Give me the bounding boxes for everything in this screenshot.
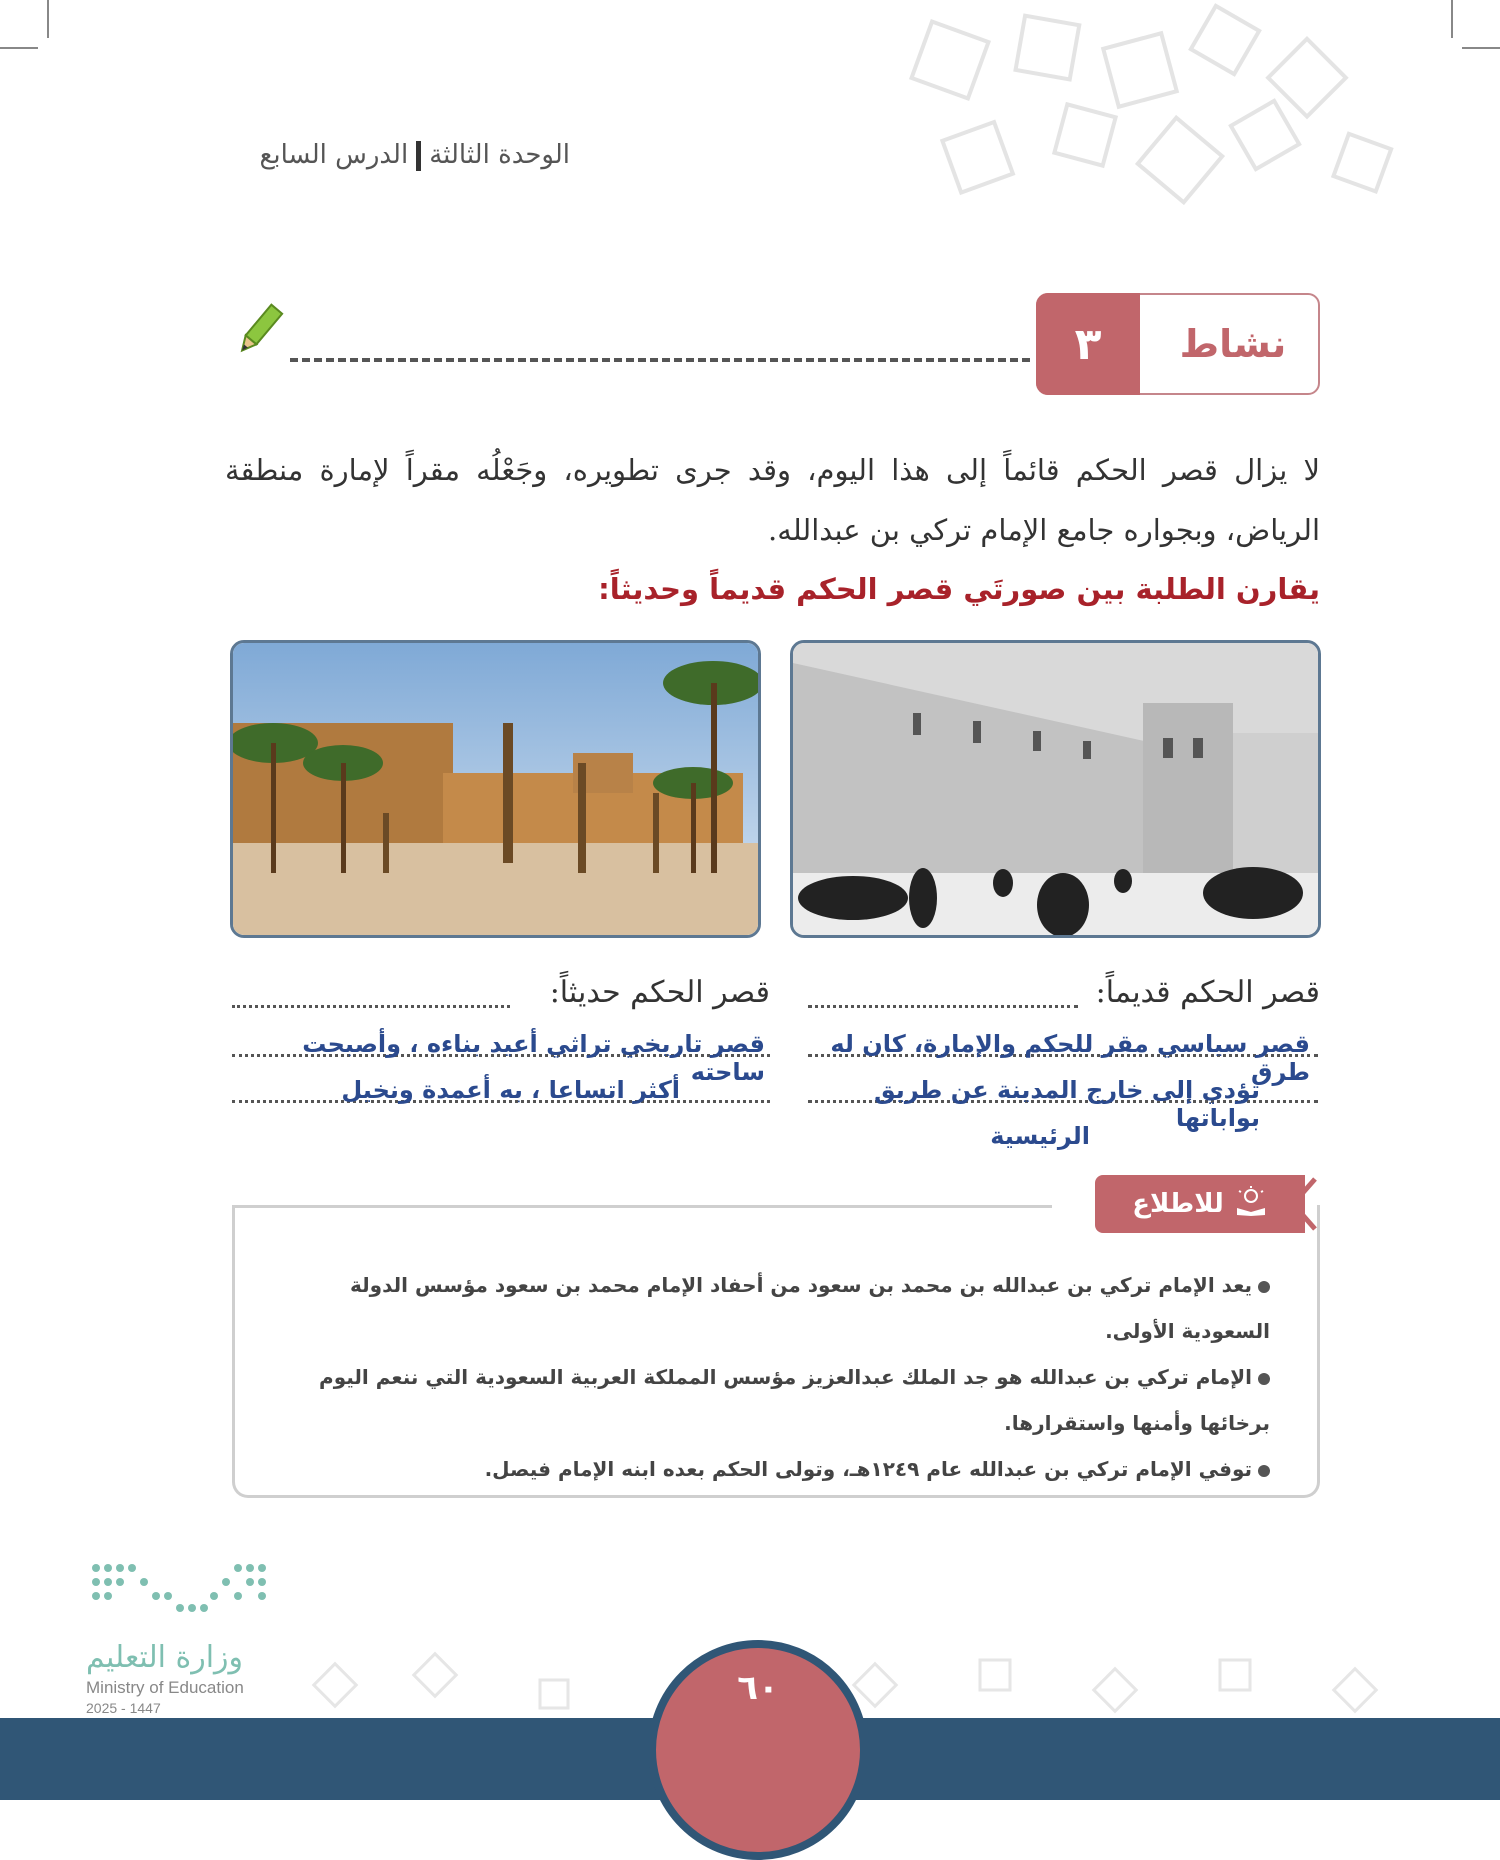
unit-label: الوحدة الثالثة [429, 140, 570, 170]
info-tab [1095, 1175, 1305, 1233]
bullet-icon [1258, 1465, 1270, 1477]
lesson-label: الدرس السابع [259, 140, 409, 170]
info-title: للاطلاع [1132, 1189, 1224, 1219]
pencil-icon [228, 300, 288, 360]
crop-mark [1462, 47, 1500, 49]
answer-old-line-1: قصر سياسي مقر للحكم والإمارة، كان له طرق [830, 1030, 1310, 1086]
activity-dashed-line [290, 358, 1030, 362]
activity-box [1036, 293, 1320, 395]
caption-new-label: قصر الحكم حديثاً: [549, 975, 770, 1010]
ministry-name-ar: وزارة التعليم [86, 1640, 244, 1675]
activity-number: ٣ [1036, 293, 1140, 395]
answer-new-line-1: قصر تاريخي تراثي أعيد بناءه ، وأصبحت ساحته [302, 1030, 765, 1086]
bullet-icon [1258, 1281, 1270, 1293]
answer-old-line-3: الرئيسية [990, 1122, 1090, 1150]
bullet-icon [1258, 1373, 1270, 1385]
footer-pattern [300, 1600, 1450, 1720]
page-number: ٦٠ [737, 1668, 779, 1708]
header-separator [416, 141, 421, 171]
crop-mark [1451, 0, 1453, 38]
info-item: الإمام تركي بن عبدالله هو جد الملك عبدالعزيز مؤسس المملكة العربية السعودية التي ننعم اليوم برخائها وأمنها واستقرارها. [319, 1365, 1270, 1435]
dotted-line [808, 1005, 1078, 1008]
lightbulb-book-icon [1234, 1186, 1268, 1223]
decorative-pattern [880, 0, 1440, 230]
answer-old-line-2: تؤدي إلى خارج المدينة عن طريق بواباتها [874, 1076, 1260, 1132]
lesson-header [200, 140, 570, 171]
chevron-left-icon [1285, 1175, 1321, 1233]
ministry-name-en: Ministry of Education [86, 1678, 244, 1697]
crop-mark [47, 0, 49, 38]
activity-label: نشاط [1179, 322, 1287, 366]
info-item: توفي الإمام تركي بن عبدالله عام ١٢٤٩هـ، وتولى الحكم بعده ابنه الإمام فيصل. [280, 1446, 1270, 1492]
dotted-line [232, 1005, 510, 1008]
intro-paragraph: لا يزال قصر الحكم قائماً إلى هذا اليوم، وقد جرى تطويره، وجَعْلُه مقراً لإمارة منطقة الرياض، وبجواره جامع الإمام تركي بن عبدالله. [225, 453, 1320, 547]
info-item: يعد الإمام تركي بن عبدالله بن محمد بن سعود من أحفاد الإمام محمد بن سعود مؤسس الدولة السعودية الأولى. [350, 1273, 1270, 1343]
caption-old-label: قصر الحكم قديماً: [1095, 975, 1320, 1010]
crop-mark [0, 47, 38, 49]
info-list [280, 1262, 1270, 1492]
photo-palace-modern [230, 640, 761, 938]
ministry-logo-dots [88, 1560, 278, 1630]
answer-new-line-2: أكثر اتساعا ، به أعمدة ونخيل [341, 1076, 680, 1104]
ministry-year: 2025 - 1447 [86, 1700, 161, 1716]
instruction-text: يقارن الطلبة بين صورتَي قصر الحكم قديماً وحديثاً: [598, 572, 1320, 606]
photo-palace-old [790, 640, 1321, 938]
